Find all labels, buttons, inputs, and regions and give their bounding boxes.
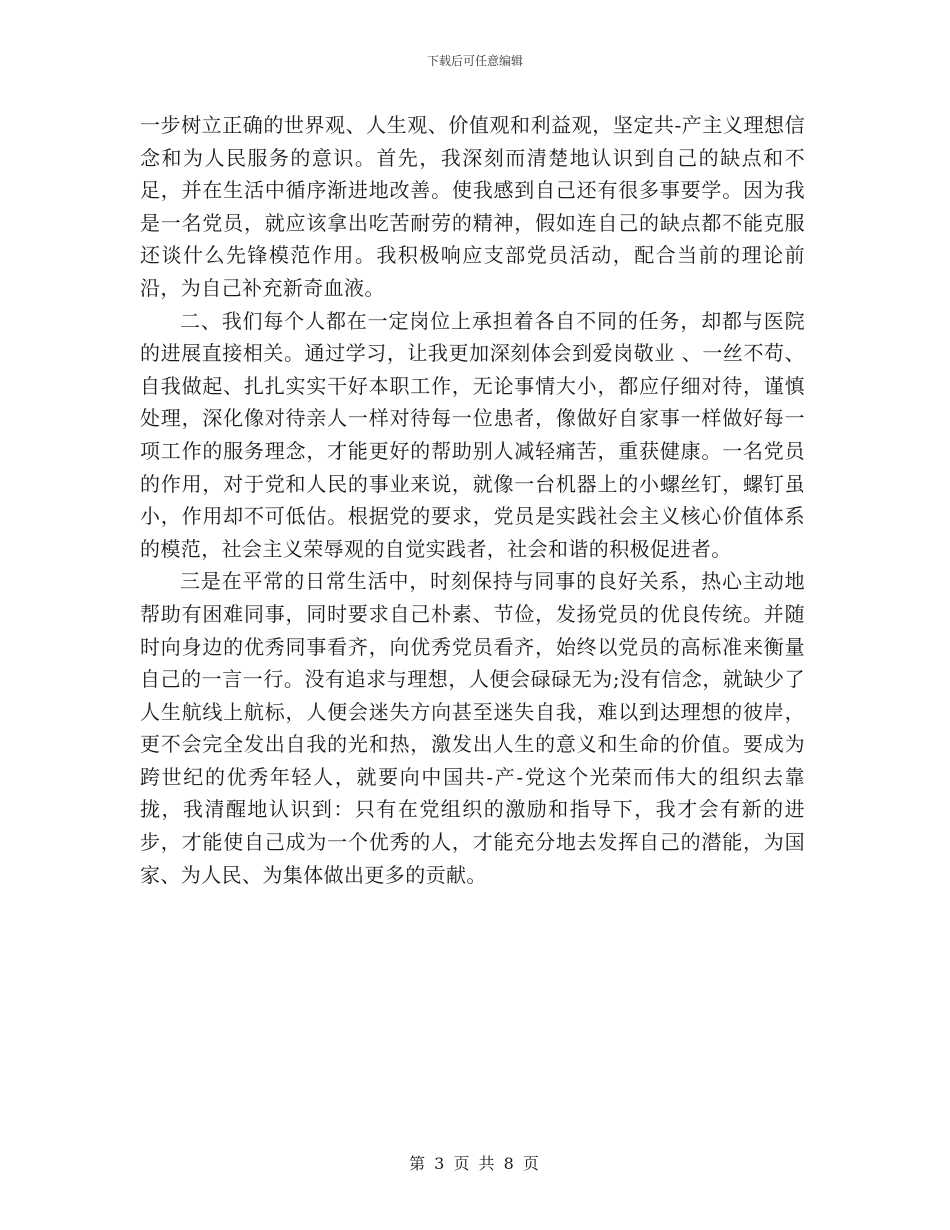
paragraph-2: 二、我们每个人都在一定岗位上承担着各自不同的任务，却都与医院的进展直接相关。通过学习，让我更加深刻体会到爱岗敬业 、一丝不苟、自我做起、扎扎实实干好本职工作，无论事情大小，都应仔细对待，谨慎处理，深化像对待亲人一样对待每一位患者，像做好自家事一样做好每一项工作的服务理念，才能更好的帮助别人减轻痛苦，重获健康。一名党员的作用，对于党和人民的事业来说，就像一台机器上的小螺丝钉，螺钉虽小，作用却不可低估。根据党的要求，党员是实践社会主义核心价值体系的模范，社会主义荣辱观的自觉实践者，社会和谐的积极促进者。 (140, 308, 805, 561)
paragraph-3: 三是在平常的日常生活中，时刻保持与同事的良好关系，热心主动地帮助有困难同事，同时要求自己朴素、节俭，发扬党员的优良传统。并随时向身边的优秀同事看齐，向优秀党员看齐，始终以党员的高标准来衡量自己的一言一行。没有追求与理想，人便会碌碌无为;没有信念，就缺少了人生航线上航标，人便会迷失方向甚至迷失自我，难以到达理想的彼岸，更不会完全发出自我的光和热，激发出人生的意义和生命的价值。要成为跨世纪的优秀年轻人，就要向中国共-产-党这个光荣而伟大的组织去靠拢，我清醒地认识到：只有在党组织的激励和指导下，我才会有新的进步，才能使自己成为一个优秀的人，才能充分地去发挥自己的潜能，为国家、为人民、为集体做出更多的贡献。 (140, 569, 805, 887)
page-number-footer: 第 3 页 共 8 页 (409, 1154, 541, 1173)
paragraph-1: 一步树立正确的世界观、人生观、价值观和利益观，坚定共-产主义理想信念和为人民服务的意识。首先，我深刻而清楚地认识到自己的缺点和不足，并在生活中循序渐进地改善。使我感到自己还有很多事要学。因为我是一名党员，就应该拿出吃苦耐劳的精神，假如连自己的缺点都不能克服还谈什么先锋模范作用。我积极响应支部党员活动，配合当前的理论前沿，为自己补充新奇血液。 (140, 113, 805, 300)
page-header: 下载后可任意编辑 (426, 54, 523, 68)
document-body (140, 109, 805, 891)
